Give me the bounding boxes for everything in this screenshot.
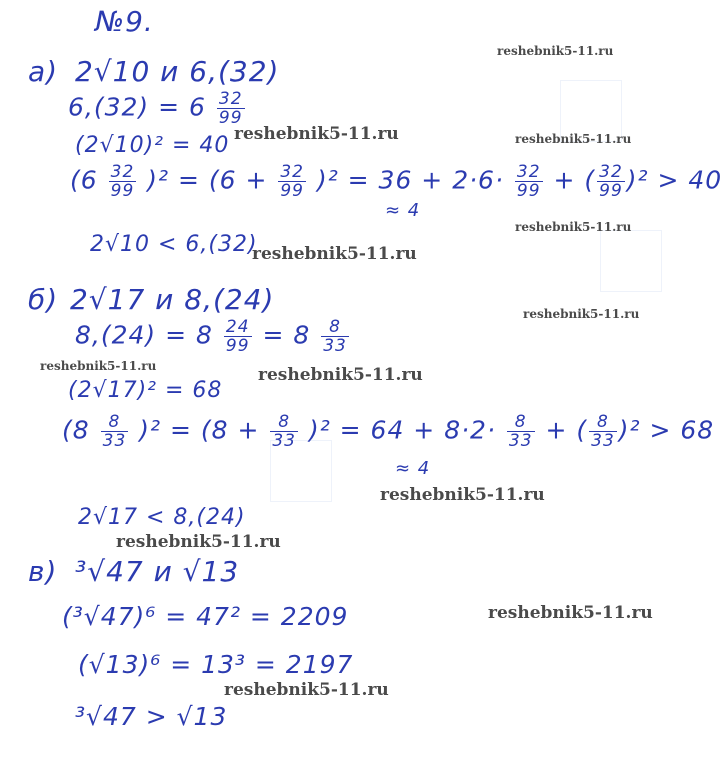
numerator: 32 bbox=[280, 162, 304, 182]
expr-text: )² = (6 + bbox=[147, 165, 268, 195]
denominator: 99 bbox=[516, 181, 541, 201]
numerator: 8 bbox=[589, 413, 617, 432]
watermark: reshebnik5-11.ru bbox=[515, 132, 632, 146]
expr-text: (8 bbox=[62, 415, 90, 445]
fraction bbox=[515, 163, 543, 200]
part-a-line1-text: 6,(32) = 6 bbox=[68, 92, 206, 122]
part-a-answer: 2√10 < 6,(32) bbox=[90, 232, 258, 257]
watermark: reshebnik5-11.ru bbox=[497, 44, 614, 58]
part-c-marker: в) bbox=[28, 555, 58, 588]
denominator: 33 bbox=[591, 431, 615, 451]
part-c-answer: ³√47 > √13 bbox=[75, 702, 228, 731]
denominator: 99 bbox=[225, 336, 250, 356]
numerator: 24 bbox=[225, 317, 250, 337]
watermark: reshebnik5-11.ru bbox=[40, 359, 157, 373]
part-c-task: ³√47 и √13 bbox=[75, 555, 240, 588]
watermark: reshebnik5-11.ru bbox=[116, 532, 281, 552]
part-b-marker: б) bbox=[28, 283, 59, 316]
part-b-answer: 2√17 < 8,(24) bbox=[78, 505, 246, 530]
fraction bbox=[101, 413, 129, 450]
part-b-line3: (8 $\frac{8}{33}$ )² = (8 + $\frac{8}{33}$ )² = 64 + 8·2· $\frac{8}{33}$ + ( $\frac{8}{33}$ )² > 68 bbox=[62, 412, 715, 451]
fraction bbox=[270, 413, 298, 450]
fraction bbox=[278, 163, 306, 200]
expr-text: = 8 bbox=[262, 320, 311, 350]
denominator: 33 bbox=[102, 431, 127, 451]
part-a-line2: (2√10)² = 40 bbox=[75, 133, 230, 158]
fraction bbox=[224, 318, 252, 355]
part-b-line1 bbox=[75, 318, 351, 355]
fraction bbox=[109, 163, 137, 200]
numerator: 32 bbox=[516, 162, 541, 182]
fraction bbox=[217, 90, 245, 127]
expr-text: > 68 bbox=[649, 415, 715, 445]
numerator: 32 bbox=[218, 89, 243, 109]
watermark: reshebnik5-11.ru bbox=[234, 124, 399, 144]
denominator: 99 bbox=[110, 181, 135, 201]
denominator: 99 bbox=[218, 108, 243, 128]
grid-trace bbox=[600, 230, 662, 292]
underbrace-approx: ≈ 4 bbox=[395, 458, 431, 479]
fraction bbox=[321, 318, 349, 355]
watermark: reshebnik5-11.ru bbox=[488, 603, 653, 623]
numerator: 32 bbox=[599, 162, 623, 182]
watermark: reshebnik5-11.ru bbox=[515, 220, 632, 234]
part-a-line3: (6 $\frac{32}{99}$ )² = (6 + $\frac{32}{99}$ )² = 36 + 2·6· $\frac{32}{99}$ + ( $\frac{32}{99}$ )² > 40 bbox=[70, 162, 722, 201]
watermark: reshebnik5-11.ru bbox=[252, 244, 417, 264]
numerator: 8 bbox=[321, 318, 349, 337]
denominator: 99 bbox=[280, 181, 304, 201]
expr-text: (6 bbox=[70, 165, 98, 195]
expr-text: + bbox=[545, 415, 568, 445]
watermark: reshebnik5-11.ru bbox=[258, 365, 423, 385]
fraction bbox=[507, 413, 535, 450]
watermark: reshebnik5-11.ru bbox=[523, 307, 640, 321]
expr-text: )² = (8 + bbox=[139, 415, 260, 445]
expr-text: )² = 36 + 2·6· bbox=[316, 165, 504, 195]
numerator: 8 bbox=[270, 413, 298, 432]
part-b-line1-text: 8,(24) = 8 bbox=[75, 320, 213, 350]
part-a-line1 bbox=[68, 90, 247, 127]
expr-text: + bbox=[553, 165, 576, 195]
watermark: reshebnik5-11.ru bbox=[380, 485, 545, 505]
expr-text: > 40 bbox=[657, 165, 722, 195]
expr-text: )² = 64 + 8·2· bbox=[308, 415, 496, 445]
numerator: 8 bbox=[101, 413, 129, 432]
part-c-line1: (³√47)⁶ = 47² = 2209 bbox=[62, 602, 349, 631]
part-a-task: 2√10 и 6,(32) bbox=[75, 55, 280, 88]
denominator: 33 bbox=[323, 336, 347, 356]
problem-number: №9. bbox=[95, 5, 154, 38]
part-b-task: 2√17 и 8,(24) bbox=[70, 283, 275, 316]
numerator: 8 bbox=[507, 413, 535, 432]
fraction bbox=[597, 163, 625, 200]
fraction bbox=[589, 413, 617, 450]
underbrace-approx: ≈ 4 bbox=[385, 200, 421, 221]
denominator: 33 bbox=[272, 431, 296, 451]
part-c-line2: (√13)⁶ = 13³ = 2197 bbox=[78, 650, 354, 679]
part-a-marker: а) bbox=[28, 55, 59, 88]
denominator: 99 bbox=[599, 181, 623, 201]
numerator: 32 bbox=[110, 162, 135, 182]
watermark: reshebnik5-11.ru bbox=[224, 680, 389, 700]
denominator: 33 bbox=[508, 431, 533, 451]
part-b-line2: (2√17)² = 68 bbox=[68, 378, 223, 403]
